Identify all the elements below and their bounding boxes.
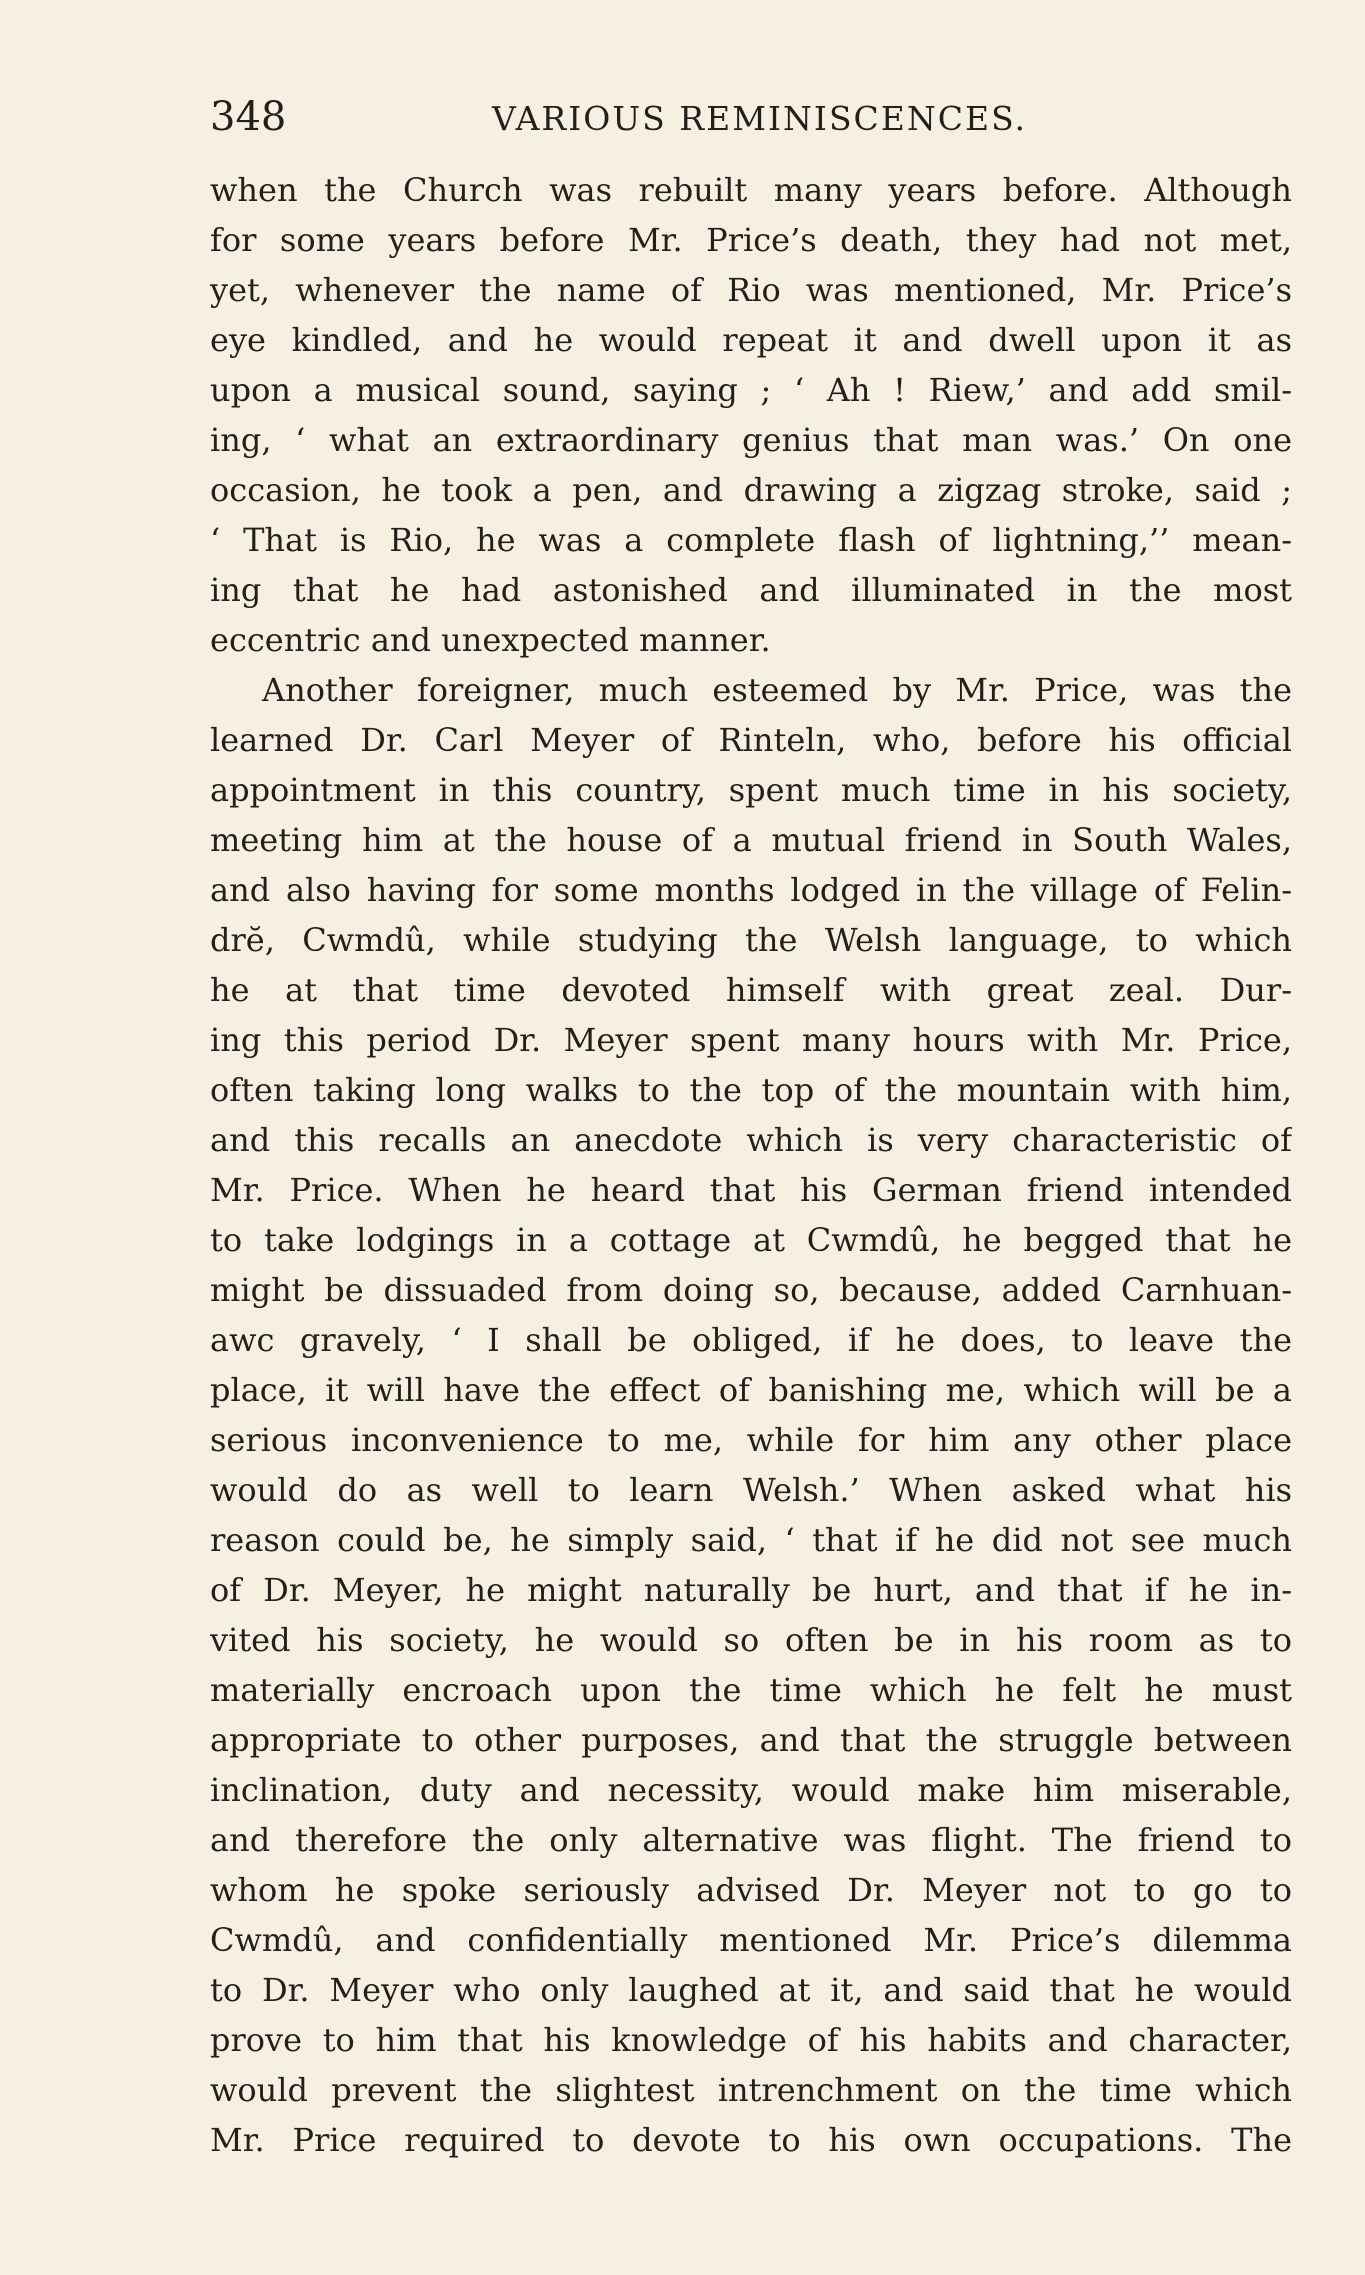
text-line: ing, ‘ what an extraordinary genius that man was.’ On one xyxy=(210,421,1292,459)
text-line: appointment in this country, spent much time in his society, xyxy=(210,771,1292,809)
text-line: and also having for some months lodged in the village of Felin- xyxy=(210,871,1292,909)
text-line: inclination, duty and necessity, would make him miserable, xyxy=(210,1771,1292,1809)
page-number: 348 xyxy=(210,94,287,140)
text-line: ‘ That is Rio, he was a complete flash of lightning,’’ mean- xyxy=(210,521,1292,559)
text-line: eye kindled, and he would repeat it and dwell upon it as xyxy=(210,321,1292,359)
text-line: upon a musical sound, saying ; ‘ Ah ! Riew,’ and add smil- xyxy=(210,371,1292,409)
text-line: to take lodgings in a cottage at Cwmdû, he begged that he xyxy=(210,1221,1292,1259)
running-head xyxy=(210,92,1292,142)
text-line: awc gravely, ‘ I shall be obliged, if he does, to leave the xyxy=(210,1321,1292,1359)
text-line: to Dr. Meyer who only laughed at it, and said that he would xyxy=(210,1971,1292,2009)
text-line: learned Dr. Carl Meyer of Rinteln, who, before his official xyxy=(210,721,1292,759)
text-line: yet, whenever the name of Rio was mentioned, Mr. Price’s xyxy=(210,271,1292,309)
text-line: ing this period Dr. Meyer spent many hours with Mr. Price, xyxy=(210,1021,1292,1059)
text-line: vited his society, he would so often be in his room as to xyxy=(210,1621,1292,1659)
text-line: and therefore the only alternative was flight. The friend to xyxy=(210,1821,1292,1859)
text-line: whom he spoke seriously advised Dr. Meyer not to go to xyxy=(210,1871,1292,1909)
text-line: Mr. Price. When he heard that his German friend intended xyxy=(210,1171,1292,1209)
text-line: he at that time devoted himself with great zeal. Dur- xyxy=(210,971,1292,1009)
text-line: ing that he had astonished and illuminated in the most xyxy=(210,571,1292,609)
text-line: reason could be, he simply said, ‘ that if he did not see much xyxy=(210,1521,1292,1559)
text-line: Cwmdû, and confidentially mentioned Mr. Price’s dilemma xyxy=(210,1921,1292,1959)
text-line: appropriate to other purposes, and that the struggle between xyxy=(210,1721,1292,1759)
text-line: and this recalls an anecdote which is very characteristic of xyxy=(210,1121,1292,1159)
text-line: Mr. Price required to devote to his own occupations. The xyxy=(210,2121,1292,2159)
text-line: would do as well to learn Welsh.’ When asked what his xyxy=(210,1471,1292,1509)
paragraph-end-line: eccentric and unexpected manner. xyxy=(210,621,771,659)
text-line: place, it will have the effect of banishing me, which will be a xyxy=(210,1371,1292,1409)
text-line: might be dissuaded from doing so, because, added Carnhuan- xyxy=(210,1271,1292,1309)
text-line: occasion, he took a pen, and drawing a zigzag stroke, said ; xyxy=(210,471,1292,509)
text-line: when the Church was rebuilt many years before. Although xyxy=(210,171,1292,209)
running-title: VARIOUS REMINISCENCES. xyxy=(492,99,1028,138)
text-line: of Dr. Meyer, he might naturally be hurt, and that if he in- xyxy=(210,1571,1292,1609)
text-line: drĕ, Cwmdû, while studying the Welsh language, to which xyxy=(210,921,1292,959)
paragraph-start-line: Another foreigner, much esteemed by Mr. Price, was the xyxy=(262,671,1292,709)
text-line: would prevent the slightest intrenchment on the time which xyxy=(210,2071,1292,2109)
body-text xyxy=(210,165,1292,2165)
text-line: materially encroach upon the time which he felt he must xyxy=(210,1671,1292,1709)
text-line: often taking long walks to the top of the mountain with him, xyxy=(210,1071,1292,1109)
text-line: for some years before Mr. Price’s death, they had not met, xyxy=(210,221,1292,259)
text-line: prove to him that his knowledge of his habits and character, xyxy=(210,2021,1292,2059)
text-line: meeting him at the house of a mutual friend in South Wales, xyxy=(210,821,1292,859)
text-line: serious inconvenience to me, while for him any other place xyxy=(210,1421,1292,1459)
